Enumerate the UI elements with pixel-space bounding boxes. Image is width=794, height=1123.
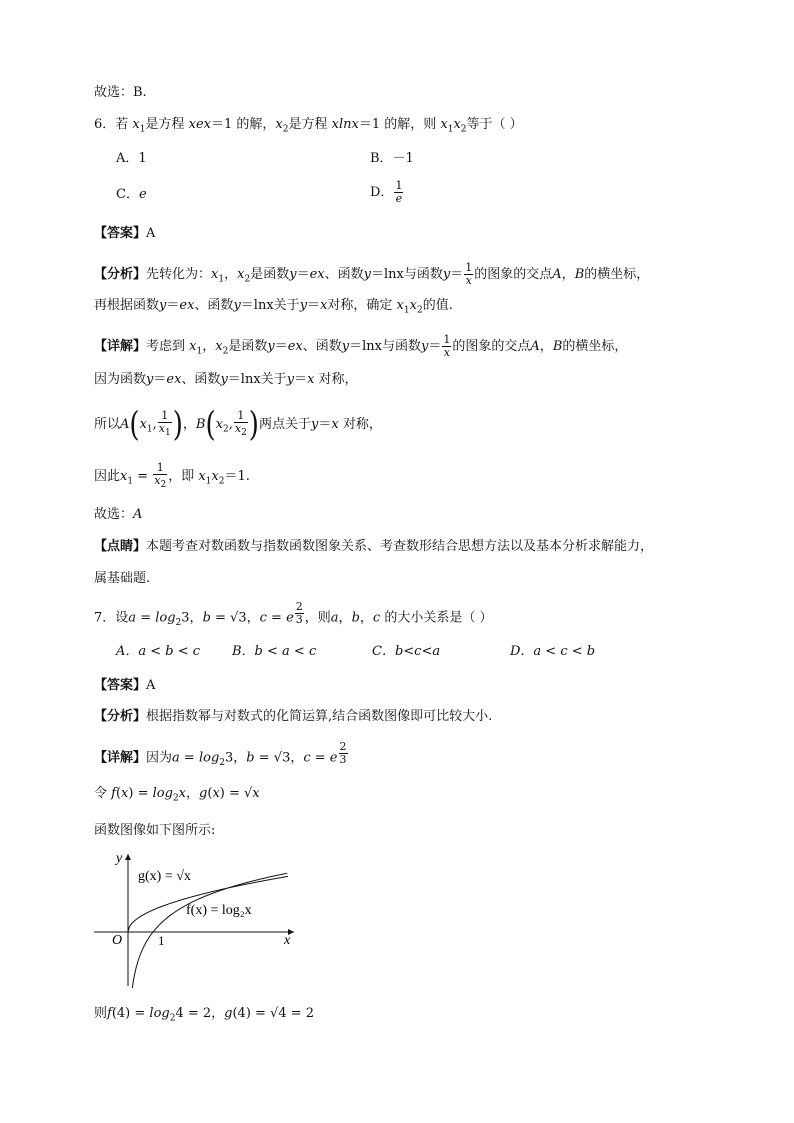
series-g-label: g(x) = √x [138,869,191,884]
y-axis-label: y [116,851,123,866]
q7-analysis: 【分析】根据指数幂与对数式的化简运算,结合函数图像即可比较大小. [94,709,493,724]
q7-option-b[interactable]: B．b < a < c [232,644,317,659]
q7-then-line: 则$f(4) = \log_24 = 2$，g(4) = √4 = 2 [94,1006,315,1024]
q6-option-b[interactable]: B．－1 [370,151,414,166]
q6-analysis-line2: 再根据函数y＝ex、函数y＝lnx关于y＝x对称，确定 $x_1x_2$的值. [94,298,453,316]
q7-detail-line1: 【详解】因为$a = \log_23$，b = √3，c = e $^{\frac{2}{3}}$ [94,740,347,768]
q6-option-d[interactable]: D． $\frac{1}{e}$ [370,179,403,205]
series-f-label: f(x) = log₂x [186,903,252,918]
x-axis-label: x [284,933,291,948]
q6-detail-line1: 【详解】考虑到 $x_1$，$x_2$是函数y＝ex、函数y＝lnx与函数y＝ $\frac{1}{x}$ 的图象的交点A，B的横坐标， [94,333,628,359]
q6-option-c[interactable]: C．e [116,187,147,202]
q6-analysis-line1: 【分析】先转化为：$x_1$，$x_2$是函数y＝ex、函数y＝lnx与函数y＝ $\frac{1}{x}$ 的图象的交点A，B的横坐标， [94,261,650,287]
q7-stem: 7．设$a = \log_23$，b = √3，c = e $^{\frac{2}{3}}$ ，则a，b，c 的大小关系是（ ） [94,600,493,628]
q6-comment-line2: 属基础题. [94,571,151,586]
prev-choice: 故选：B. [94,85,147,100]
q6-option-a[interactable]: A．1 [116,151,147,166]
q7-answer: 【答案】A [94,678,156,693]
q6-comment-line1: 【点睛】本题考查对数函数与指数函数图象关系、考查数形结合思想方法以及基本分析求解能力， [94,539,654,554]
q7-option-a[interactable]: A．a < b < c [116,644,201,659]
q6-answer: 【答案】A [94,226,156,241]
q6-detail-line2: 因为函数y＝ex、函数y＝lnx关于y＝x 对称， [94,372,358,387]
q6-choice: 故选：A [94,507,143,522]
q6-stem: 6．若 $x_1$是方程 xex＝1 的解，$x_2$是方程 xlnx＝1 的解，则 $x_1x_2$等于（ ） [94,117,523,135]
q6-detail-line3: 所以$A(x_1$, $\frac{1}{x_1}$ )，$B(x_2$, $\frac{1}{x_2}$ )两点关于y＝x 对称， [94,405,382,445]
tick-label-1: 1 [158,933,165,948]
q7-let-line: 令 $f(x) = \log_2x$，g(x) = √x [94,786,260,804]
q7-graph-intro: 函数图像如下图所示: [94,823,216,838]
series-f-curve [131,873,287,988]
function-graph [94,848,304,988]
q7-option-d[interactable]: D．a < c < b [510,644,596,659]
q6-detail-line4: 因此$x_1$ = $\frac{1}{x_2}$ ，即 $x_1x_2=1$. [94,461,250,491]
q7-option-c[interactable]: C．b<c<a [372,644,441,659]
origin-label: O [112,933,123,948]
